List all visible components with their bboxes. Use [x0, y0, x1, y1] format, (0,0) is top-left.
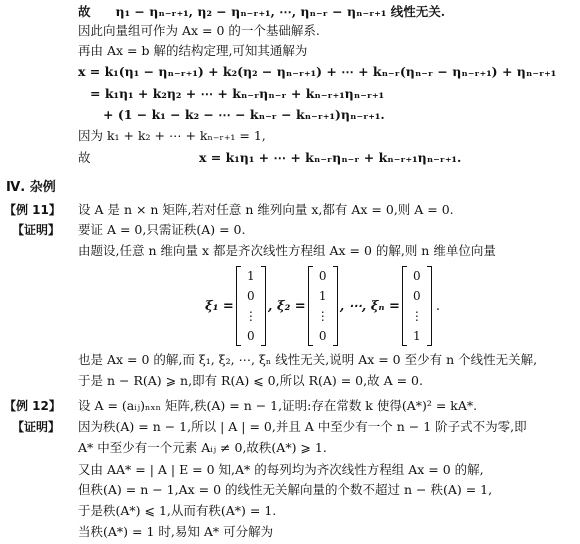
xi2-label: , ξ₂ = — [267, 298, 306, 314]
vector-entry: ⋮ — [244, 309, 257, 323]
vector-entry: 0 — [246, 329, 255, 343]
example-tag: 【例 11】 — [4, 203, 61, 217]
unit-vector-n — [402, 266, 432, 346]
text-line: 又由 AA* = | A | E = 0 知,A* 的每列均为齐次线性方程组 Ax = 0 的解, — [78, 462, 484, 477]
text-line: 也是 Ax = 0 的解,而 ξ₁, ξ₂, ⋯, ξₙ 线性无关,说明 Ax = 0 至少有 n 个线性无关解, — [78, 352, 538, 367]
unit-vectors — [205, 266, 442, 346]
equation-line: x = k₁η₁ + ⋯ + kₙ₋ᵣηₙ₋ᵣ + kₙ₋ᵣ₊₁ηₙ₋ᵣ₊₁. — [199, 150, 462, 165]
example-tag: 【例 12】 — [4, 399, 61, 413]
text-line: 由题设,任意 n 维向量 x 都是齐次线性方程组 Ax = 0 的解,则 n 维单位向量 — [78, 243, 496, 258]
text-line: 但秩(A) = n − 1,Ax = 0 的线性无关解向量的个数不超过 n − 秩(A) = 1, — [78, 482, 493, 497]
text-line: 于是 n − R(A) ⩾ n,即有 R(A) ⩽ 0,所以 R(A) = 0,故 A = 0. — [78, 373, 423, 388]
vector-entry: 1 — [318, 289, 327, 303]
xin-label: , ⋯, ξₙ = — [339, 298, 400, 314]
equation-line: x = k₁(η₁ − ηₙ₋ᵣ₊₁) + k₂(η₂ − ηₙ₋ᵣ₊₁) + ⋯ + kₙ₋ᵣ(ηₙ₋ᵣ − ηₙ₋ᵣ₊₁) + ηₙ₋ᵣ₊₁ — [78, 64, 557, 79]
period: . — [435, 298, 441, 314]
vector-entry: 1 — [246, 269, 255, 283]
vector-entry: 0 — [246, 289, 255, 303]
text-line: 因为 k₁ + k₂ + ⋯ + kₙ₋ᵣ₊₁ = 1, — [78, 128, 266, 143]
example-statement: 设 A = (aᵢⱼ)ₙₓₙ 矩阵,秩(A) = n − 1,证明:存在常数 k 使得(A*)² = kA*. — [78, 398, 478, 413]
text-line: A* 中至少有一个元素 Aᵢⱼ ≠ 0,故秩(A*) ⩾ 1. — [78, 440, 327, 455]
unit-vector-2 — [308, 266, 338, 346]
section-heading: Ⅳ. 杂例 — [6, 180, 56, 195]
text-line: 故 — [78, 150, 91, 165]
vector-entry: 0 — [318, 269, 327, 283]
text-line: 因为秩(A) = n − 1,所以 | A | = 0,并且 A 中至少有一个 n − 1 阶子式不为零,即 — [78, 419, 527, 434]
vector-entry: ⋮ — [316, 309, 329, 323]
equation-line: + (1 − k₁ − k₂ − ⋯ − kₙ₋ᵣ − kₙ₋ᵣ₊₁)ηₙ₋ᵣ₊₁. — [103, 107, 385, 122]
text-line: 于是秩(A*) ⩽ 1,从而有秩(A*) = 1. — [78, 503, 277, 518]
xi1-label: ξ₁ = — [205, 298, 234, 314]
equation-line: = k₁η₁ + k₂η₂ + ⋯ + kₙ₋ᵣηₙ₋ᵣ + kₙ₋ᵣ₊₁ηₙ₋ᵣ₊₁ — [90, 86, 385, 101]
text-line: 当秩(A*) = 1 时,易知 A* 可分解为 — [78, 524, 274, 539]
example-statement: 设 A 是 n × n 矩阵,若对任意 n 维列向量 x,都有 Ax = 0,则 A = 0. — [78, 202, 454, 217]
vector-entry: 1 — [413, 329, 421, 343]
proof-tag: 【证明】 — [12, 420, 61, 434]
proof-tag: 【证明】 — [12, 223, 61, 237]
text-line: 故 η₁ − ηₙ₋ᵣ₊₁, η₂ − ηₙ₋ᵣ₊₁, ⋯, ηₙ₋ᵣ − ηₙ₋ᵣ₊₁ 线性无关. — [78, 4, 446, 19]
text-line: 因此向量组可作为 Ax = 0 的一个基础解系. — [78, 23, 320, 38]
vector-entry: ⋮ — [410, 309, 423, 323]
vector-entry: 0 — [318, 329, 327, 343]
text-line: 再由 Ax = b 解的结构定理,可知其通解为 — [78, 43, 308, 58]
unit-vector-1 — [236, 266, 266, 346]
vector-entry: 0 — [413, 289, 421, 303]
text-line: 要证 A = 0,只需证秩(A) = 0. — [78, 222, 246, 237]
vector-entry: 0 — [413, 269, 421, 283]
